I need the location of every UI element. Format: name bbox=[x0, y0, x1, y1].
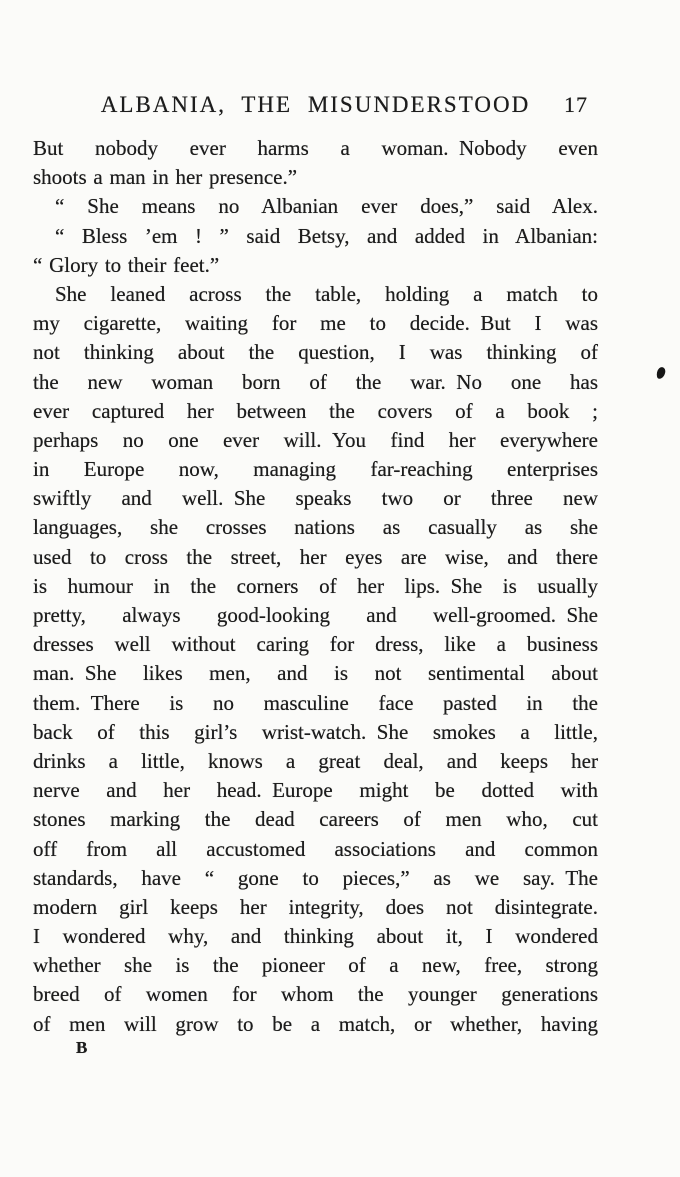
text-line: breed of women for whom the younger generations bbox=[33, 982, 598, 1007]
text-line: standards, have “ gone to pieces,” as we say. The bbox=[33, 865, 598, 890]
text-line: the new woman born of the war. No one has bbox=[33, 369, 598, 394]
text-line: ever captured her between the covers of a book ; bbox=[33, 398, 598, 423]
text-line: “ Bless ’em ! ” said Betsy, and added in Albanian: bbox=[55, 223, 598, 248]
text-line: off from all accustomed associations and common bbox=[33, 836, 598, 861]
text-line: shoots a man in her presence.” bbox=[33, 165, 298, 190]
text-line: man. She likes men, and is not sentimental about bbox=[33, 661, 598, 686]
ink-speck bbox=[656, 366, 666, 379]
text-line: I wondered why, and thinking about it, I wondered bbox=[33, 924, 598, 949]
chapter-title: ALBANIA, THE MISUNDERSTOOD bbox=[100, 92, 531, 117]
text-line: But nobody ever harms a woman. Nobody even bbox=[33, 136, 598, 160]
running-header bbox=[33, 92, 598, 120]
text-line: drinks a little, knows a great deal, and keeps her bbox=[33, 748, 598, 773]
text-line: languages, she crosses nations as casually as she bbox=[33, 515, 598, 540]
text-line: stones marking the dead careers of men who, cut bbox=[33, 807, 598, 832]
text-line: not thinking about the question, I was thinking of bbox=[33, 340, 598, 365]
text-line: swiftly and well. She speaks two or three new bbox=[33, 486, 598, 511]
page-number: 17 bbox=[564, 92, 588, 117]
text-line: She leaned across the table, holding a match to bbox=[55, 281, 598, 306]
text-line: dresses well without caring for dress, like a business bbox=[33, 632, 598, 657]
text-line: “ Glory to their feet.” bbox=[33, 252, 220, 277]
text-line: pretty, always good-looking and well-groomed. She bbox=[33, 603, 598, 627]
text-line: whether she is the pioneer of a new, free, strong bbox=[33, 953, 598, 978]
signature-mark: B bbox=[76, 1038, 89, 1057]
text-line: my cigarette, waiting for me to decide. But I was bbox=[33, 311, 598, 336]
text-line: “ She means no Albanian ever does,” said Alex. bbox=[55, 194, 598, 219]
text-line: in Europe now, managing far-reaching enterprises bbox=[33, 457, 598, 482]
text-line: them. There is no masculine face pasted in the bbox=[33, 690, 598, 715]
text-line: modern girl keeps her integrity, does not disintegrate. bbox=[33, 894, 598, 919]
text-line: back of this girl’s wrist-watch. She smokes a little, bbox=[33, 719, 598, 744]
body-text bbox=[33, 134, 598, 1039]
text-line: of men will grow to be a match, or whether, having bbox=[33, 1011, 598, 1036]
text-line: nerve and her head. Europe might be dotted with bbox=[33, 778, 598, 803]
text-line: used to cross the street, her eyes are wise, and there bbox=[33, 544, 598, 569]
text-line: is humour in the corners of her lips. She is usually bbox=[33, 573, 598, 598]
text-line: perhaps no one ever will. You find her everywhere bbox=[33, 427, 598, 452]
